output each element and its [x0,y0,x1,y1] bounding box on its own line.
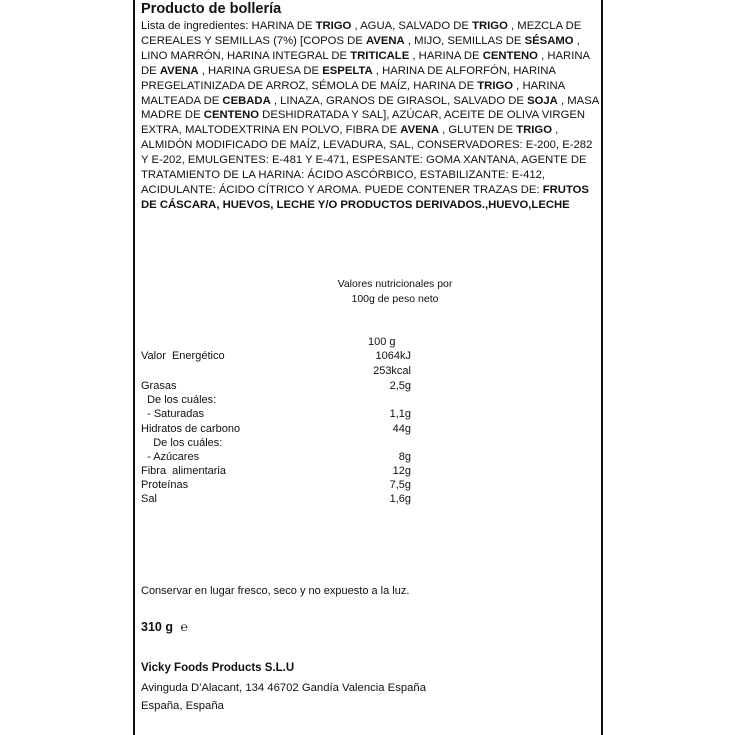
nutrition-row [141,450,441,464]
address-line-2: España, España [141,699,224,712]
allergen-text: AVENA [159,64,199,77]
ingredient-text: , GLUTEN DE [438,124,517,137]
nutrition-value: 253kcal [373,365,411,377]
nutrition-header [300,277,490,307]
allergen-text: AVENA [365,34,405,47]
ingredients-list [141,19,599,213]
ingredient-text: DESHIDRATADA Y SAL], AZÚCAR, ACEITE DE OLIVA VIRGEN EXTRA, MALTODEXTRINA EN POLVO, FIBRA DE [141,109,586,137]
nutrition-value: 7,5g [389,479,411,491]
net-weight-value: 310 g [141,620,173,634]
allergen-text: TRIGO [516,124,552,137]
nutrition-row [141,436,441,450]
nutrition-row [141,349,441,363]
ingredient-text: , ALMIDÓN MODIFICADO DE MAÍZ, LEVADURA, SAL, CONSERVADORES: E-200, E-282 Y E-202, EMULGENTES: E-481 Y E-471, ESPESANTE: GOMA XANTANA, AGENTE DE TRATAMIENTO DE LA HARINA: ÁCIDO ASCÓRBICO, ESTABILIZANTE: E-412, ACIDULANTE: ÁCIDO CÍTRICO Y AROMA. PUEDE CONTENER TRAZAS DE: [141,124,593,196]
ingredient-text: , HARINA DE ALFORFÓN, HARINA PREGELATINIZADA DE ARROZ, SÉMOLA DE MAÍZ, HARINA DE [141,64,556,92]
allergen-text: SÉSAMO [524,34,574,47]
ingredient-text: , HARINA DE [141,49,590,77]
nutrition-label: - Azúcares [141,451,200,463]
nutrition-row [141,492,441,506]
allergen-text: SOJA [527,94,558,107]
nutrition-value: 1064kJ [375,350,411,362]
company-address [141,680,426,715]
nutrition-label: Sal [141,493,157,505]
nutrition-value: 8g [398,451,411,463]
net-weight [141,620,188,634]
company-name: Vicky Foods Products S.L.U [141,662,295,674]
nutrition-label: Valor Energético [141,350,225,362]
allergen-text: CENTENO [482,49,538,62]
nutrition-row [141,379,441,393]
ingredient-text: , AGUA, SALVADO DE [351,20,473,32]
nutrition-row [141,407,441,421]
product-title: Producto de bollería [141,1,282,17]
address-line-1: Avinguda D'Alacant, 134 46702 Gandía Valencia España [141,682,426,694]
nutrition-label: - Saturadas [141,408,204,420]
ingredient-text: , MASA MADRE DE [141,94,599,122]
nutrition-column-header-row [141,335,441,349]
allergen-text: TRITICALE [350,49,410,62]
ingredient-text: Lista de ingredientes: HARINA DE [141,20,316,32]
nutrition-row [141,478,441,492]
allergen-text: ESPELTA [322,64,373,77]
allergen-text: FRUTOS DE CÁSCARA, HUEVOS, LECHE Y/O PRODUCTOS DERIVADOS.,HUEVO,LECHE [141,183,589,211]
nutrition-label: Proteínas [141,479,189,491]
ingredient-text: , HARINA GRUESA DE [198,64,323,77]
nutrition-row [141,422,441,436]
nutrition-column-header: 100 g [368,336,396,348]
ingredient-text: , MEZCLA DE CEREALES Y SEMILLAS (7%) [COPOS DE [141,20,582,47]
nutrition-value: 1,6g [389,493,411,505]
nutrition-row [141,364,441,378]
nutrition-row [141,393,441,407]
nutrition-label: Grasas [141,380,177,392]
allergen-text: TRIGO [477,79,514,92]
nutrition-row [141,464,441,478]
ingredient-text: , HARINA MALTEADA DE [141,79,565,107]
nutrition-value: 12g [392,465,411,477]
allergen-text: TRIGO [472,20,508,32]
nutrition-header-line2: 100g de peso neto [351,293,439,305]
nutrition-value: 1,1g [389,408,411,420]
estimated-sign-icon: ℮ [180,620,188,634]
ingredient-text: , LINAZA, GRANOS DE GIRASOL, SALVADO DE [270,94,528,107]
allergen-text: CENTENO [203,109,260,122]
allergen-text: AVENA [400,124,439,137]
nutrition-value: 44g [392,423,411,435]
nutrition-label: De los cuáles: [141,394,217,406]
nutrition-label: De los cuáles: [141,437,223,449]
ingredient-text: , MIJO, SEMILLAS DE [404,34,525,47]
storage-instructions: Conservar en lugar fresco, seco y no expuesto a la luz. [141,585,410,597]
ingredient-text: , LINO MARRÓN, HARINA INTEGRAL DE [141,34,580,62]
nutrition-header-line1: Valores nutricionales por [337,278,453,290]
ingredient-text: , HARINA DE [409,49,483,62]
nutrition-label: Fibra alimentaria [141,465,226,477]
allergen-text: CEBADA [222,94,271,107]
nutrition-value: 2,5g [389,380,411,392]
nutrition-label: Hidratos de carbono [141,423,241,435]
allergen-text: TRIGO [315,20,352,32]
